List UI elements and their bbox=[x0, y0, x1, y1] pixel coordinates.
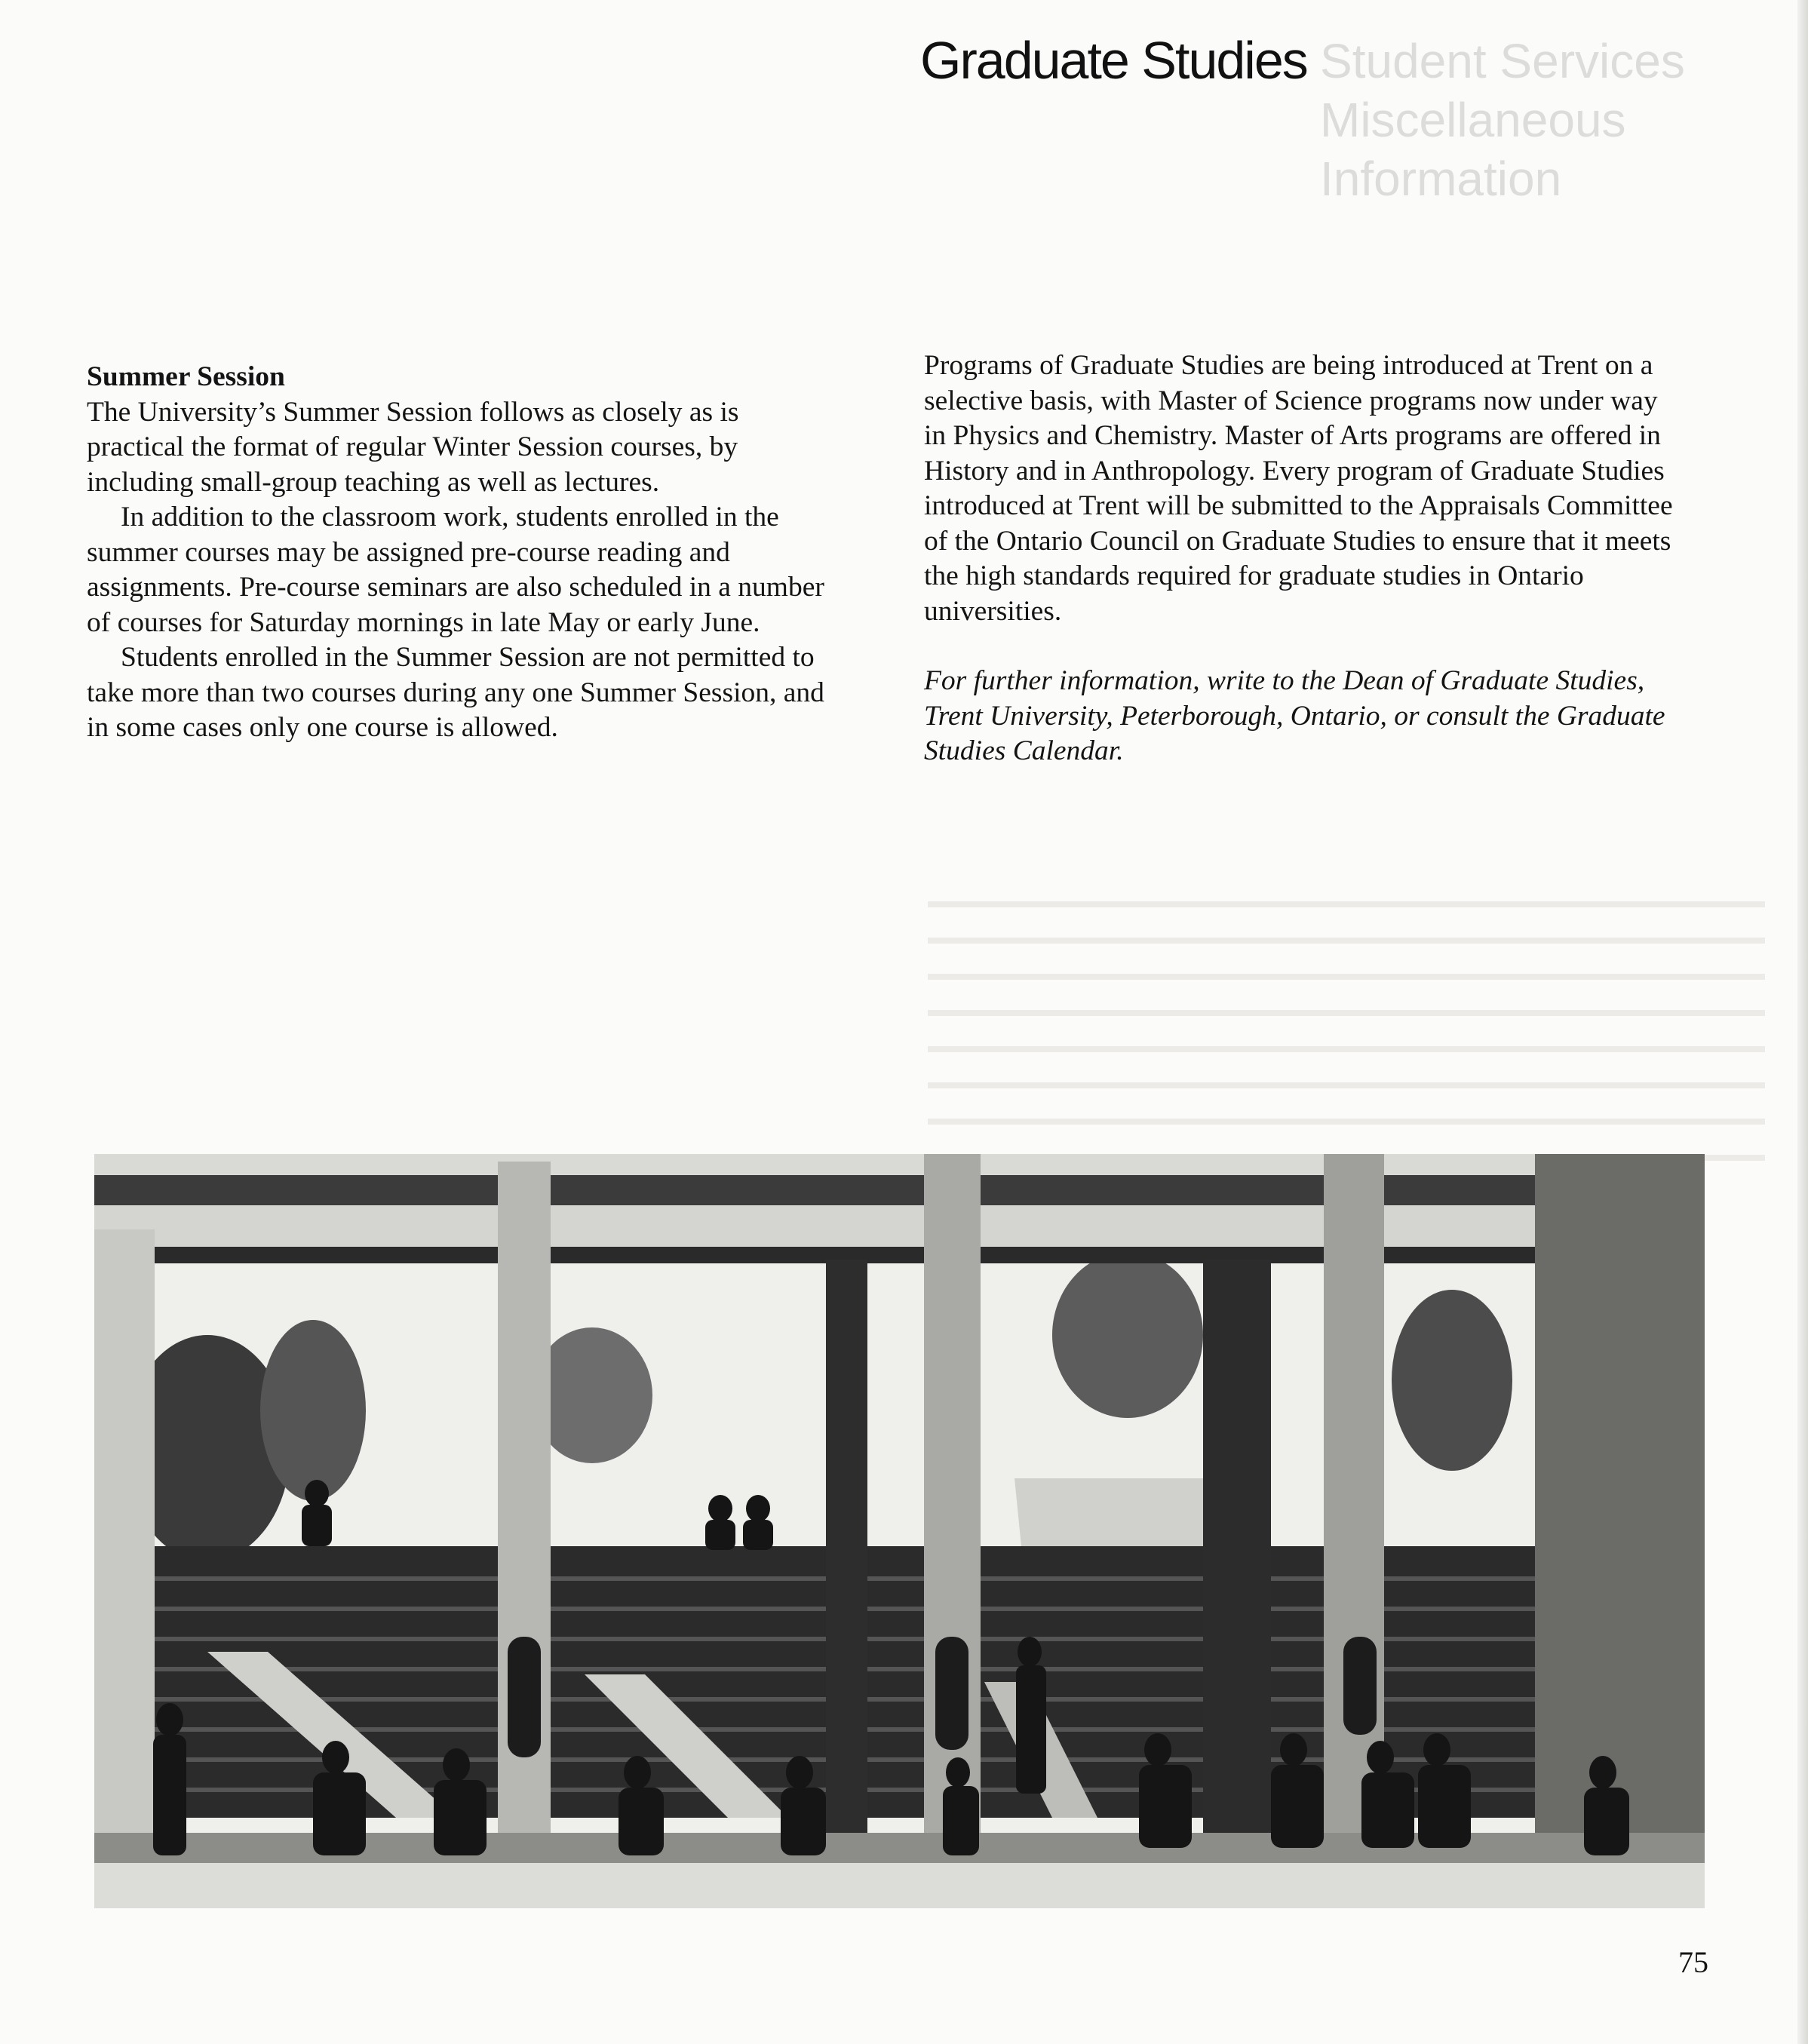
bleed-through-title-text: Student Services Miscellaneous Information bbox=[1320, 34, 1685, 206]
page-edge-shadow bbox=[1797, 0, 1808, 2044]
bleed-through-text bbox=[928, 901, 1765, 1191]
paragraph: Students enrolled in the Summer Session are not permitted to take more than two courses during any one Summer Session, and in some cases only one course is allowed. bbox=[87, 642, 824, 743]
graduate-studies-column bbox=[924, 348, 1678, 769]
bleed-through-title bbox=[1320, 32, 1808, 208]
paragraph: In addition to the classroom work, students enrolled in the summer courses may be assigned pre-course reading and assignments. Pre-course seminars are also scheduled in a number of courses for Saturday mornings in late May or early June. bbox=[87, 502, 824, 638]
paragraph: The University’s Summer Session follows as closely as is practical the format of regular Winter Session courses, by including small-group teaching as well as lectures. bbox=[87, 396, 739, 498]
summer-session-column bbox=[87, 348, 841, 746]
further-information-note: For further information, write to the Dean of Graduate Studies, Trent University, Peterborough, Ontario, or consult the Graduate Studies Calendar. bbox=[924, 665, 1665, 766]
section-heading: Summer Session bbox=[87, 361, 285, 392]
page-number: 75 bbox=[1678, 1945, 1708, 1979]
page-title: Graduate Studies bbox=[920, 31, 1307, 90]
paragraph: Programs of Graduate Studies are being introduced at Trent on a selective basis, with Master of Science programs now under way in Physics and Chemistry. Master of Arts programs are offered in History and in Anthropology. Every program of Graduate Studies introduced at Trent will be submitted to the Appraisals Committee of the Ontario Council on Graduate Studies to ensure that it meets the high standards required for graduate studies in Ontario universities. bbox=[924, 350, 1673, 627]
campus-photograph bbox=[94, 1154, 1705, 1908]
